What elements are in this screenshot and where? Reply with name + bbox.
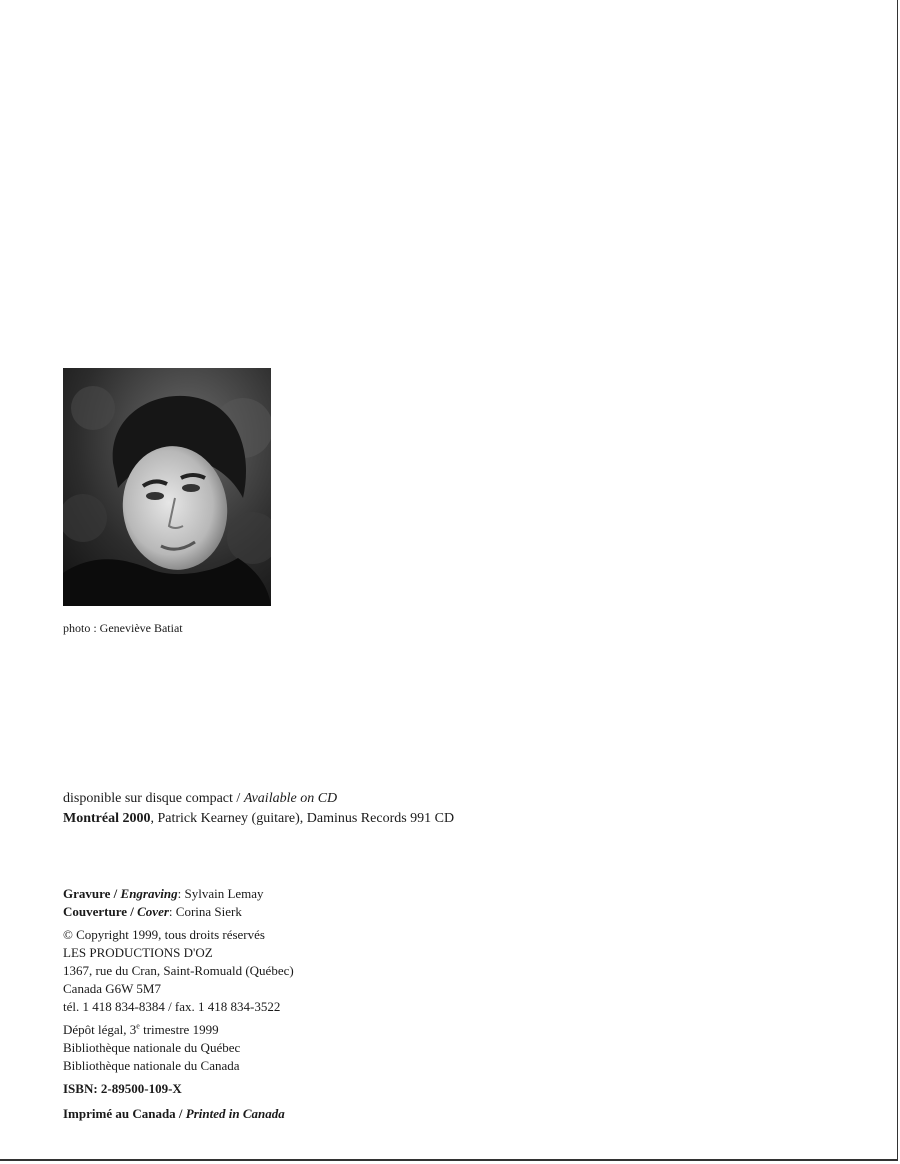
cover-label-en: Cover xyxy=(137,904,169,919)
cover-value: : Corina Sierk xyxy=(168,904,242,919)
legal-deposit-prefix: Dépôt légal, 3 xyxy=(63,1022,137,1037)
publisher-address-2: Canada G6W 5M7 xyxy=(63,981,161,996)
printed-in xyxy=(63,1105,294,1123)
printed-in-en: Printed in Canada xyxy=(185,1106,285,1121)
legal-deposit-suffix: trimestre 1999 xyxy=(139,1022,219,1037)
publisher-address-1: 1367, rue du Cran, Saint-Romuald (Québec) xyxy=(63,963,294,978)
copyright-notice: © Copyright 1999, tous droits réservés xyxy=(63,927,265,942)
portrait-photo-icon xyxy=(63,368,271,606)
engraving-value: : Sylvain Lemay xyxy=(177,886,264,901)
engraving-label: Gravure / xyxy=(63,886,121,901)
cd-album-title: Montréal 2000 xyxy=(63,811,151,826)
isbn-text: ISBN: 2-89500-109-X xyxy=(63,1081,182,1096)
cd-available-en: Available on CD xyxy=(243,791,338,806)
cd-available-fr: disponible sur disque compact / xyxy=(63,791,244,806)
legal-deposit xyxy=(63,1021,294,1039)
cd-line-2 xyxy=(63,809,454,829)
cd-availability xyxy=(63,789,454,829)
engraving-credit xyxy=(63,885,294,903)
photo-caption: photo : Geneviève Batiat xyxy=(63,621,183,635)
library-canada: Bibliothèque nationale du Canada xyxy=(63,1058,240,1073)
library-quebec: Bibliothèque nationale du Québec xyxy=(63,1040,241,1055)
portrait-photo xyxy=(63,368,271,606)
cd-line-1 xyxy=(63,789,454,809)
cover-credit xyxy=(63,903,294,921)
cover-label: Couverture / xyxy=(63,904,138,919)
isbn xyxy=(63,1080,294,1098)
engraving-label-en: Engraving xyxy=(120,886,178,901)
publisher-name: LES PRODUCTIONS D'OZ xyxy=(63,945,213,960)
publication-credits xyxy=(63,885,294,1123)
printed-in-fr: Imprimé au Canada / xyxy=(63,1106,186,1121)
cd-album-details: , Patrick Kearney (guitare), Daminus Records 991 CD xyxy=(150,811,455,826)
publisher-phone: tél. 1 418 834-8384 / fax. 1 418 834-3522 xyxy=(63,999,281,1014)
legal-deposit-sup: e xyxy=(136,1021,140,1031)
